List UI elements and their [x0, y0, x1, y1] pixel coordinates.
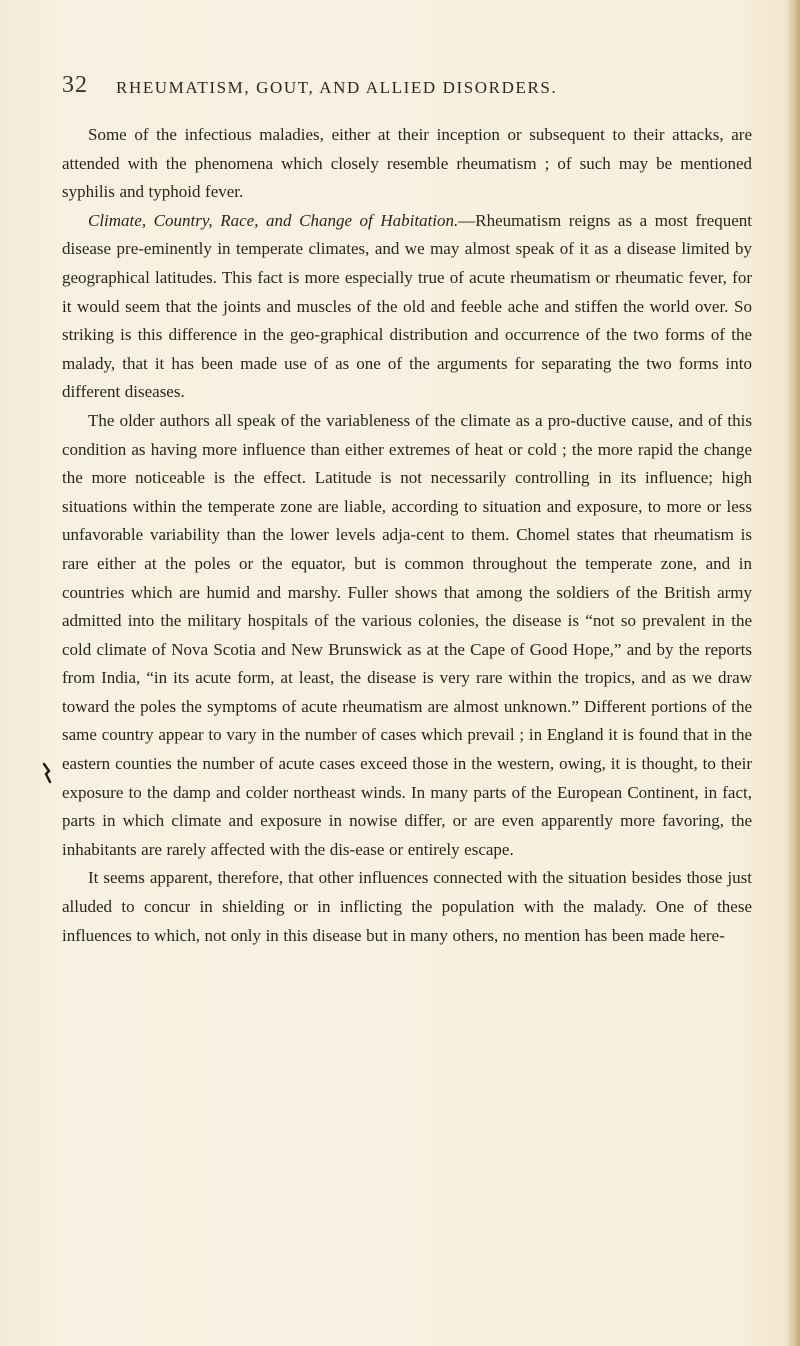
- page-number: 32: [62, 72, 88, 98]
- paragraph-1-text: Some of the infectious maladies, either at their inception or subsequent to their attacks, are attended with the phenomena which closely resemble rheumatism ; of such may be mentioned syphilis and typhoid fever.: [62, 125, 752, 202]
- page-header: [62, 72, 752, 112]
- body-text: [62, 121, 752, 950]
- running-head: RHEUMATISM, GOUT, AND ALLIED DISORDERS.: [116, 78, 558, 97]
- paragraph-2: [62, 207, 752, 407]
- paragraph-4-text: It seems apparent, therefore, that other influences connected with the situation besides those just alluded to concur in shielding or in inflicting the population with the malady. One of these influences to which, not only in this disease but in many others, no mention has been made here-: [62, 868, 752, 945]
- paragraph-3: [62, 407, 752, 865]
- section-heading-climate: Climate, Country, Race, and Change of Habitation.: [88, 210, 459, 230]
- paragraph-3-text: The older authors all speak of the variableness of the climate as a pro-ductive cause, and of this condition as having more influence than either extremes of heat or cold ; the more rapid the change the more noticeable is the effect. Latitude is not necessarily controlling in its influence; high situations within the temperate zone are liable, according to situation and exposure, to more or less unfavorable variability than the lower levels adja-cent to them. Chomel states that rheumatism is rare either at the poles or the equator, but is common throughout the temperate zone, and in countries which are humid and marshy. Fuller shows that among the soldiers of the British army admitted into the military hospitals of the various colonies, the disease is “not so prevalent in the cold climate of Nova Scotia and New Brunswick as at the Cape of Good Hope,” and by the reports from India, “in its acute form, at least, the disease is very rare within the tropics, and as we draw toward the poles the symptoms of acute rheumatism are almost unknown.” Different portions of the same country appear to vary in the number of cases which prevail ; in England it is found that in the eastern counties the number of acute cases exceed those in the western, owing, it is thought, to their exposure to the damp and colder northeast winds. In many parts of the European Continent, in fact, parts in which climate and exposure in nowise differ, or are even apparently more favoring, the inhabitants are rarely affected with the dis-ease or entirely escape.: [62, 410, 752, 859]
- margin-pencil-mark-icon: [42, 762, 52, 784]
- paragraph-4: [62, 864, 752, 950]
- paragraph-1: [62, 121, 752, 207]
- page-edge-shadow: [786, 0, 800, 1346]
- margin-pencil-mark: [42, 762, 50, 786]
- paragraph-2-text: —Rheumatism reigns as a most frequent disease pre-eminently in temperate climates, and we may almost speak of it as a disease limited by geographical latitudes. This fact is more especially true of acute rheumatism or rheumatic fever, for it would seem that the joints and muscles of the old and feeble ache and stiffen the world over. So striking is this difference in the geo-graphical distribution and occurrence of the two forms of the malady, that it has been made use of as one of the arguments for separating the two forms into different diseases.: [62, 210, 753, 402]
